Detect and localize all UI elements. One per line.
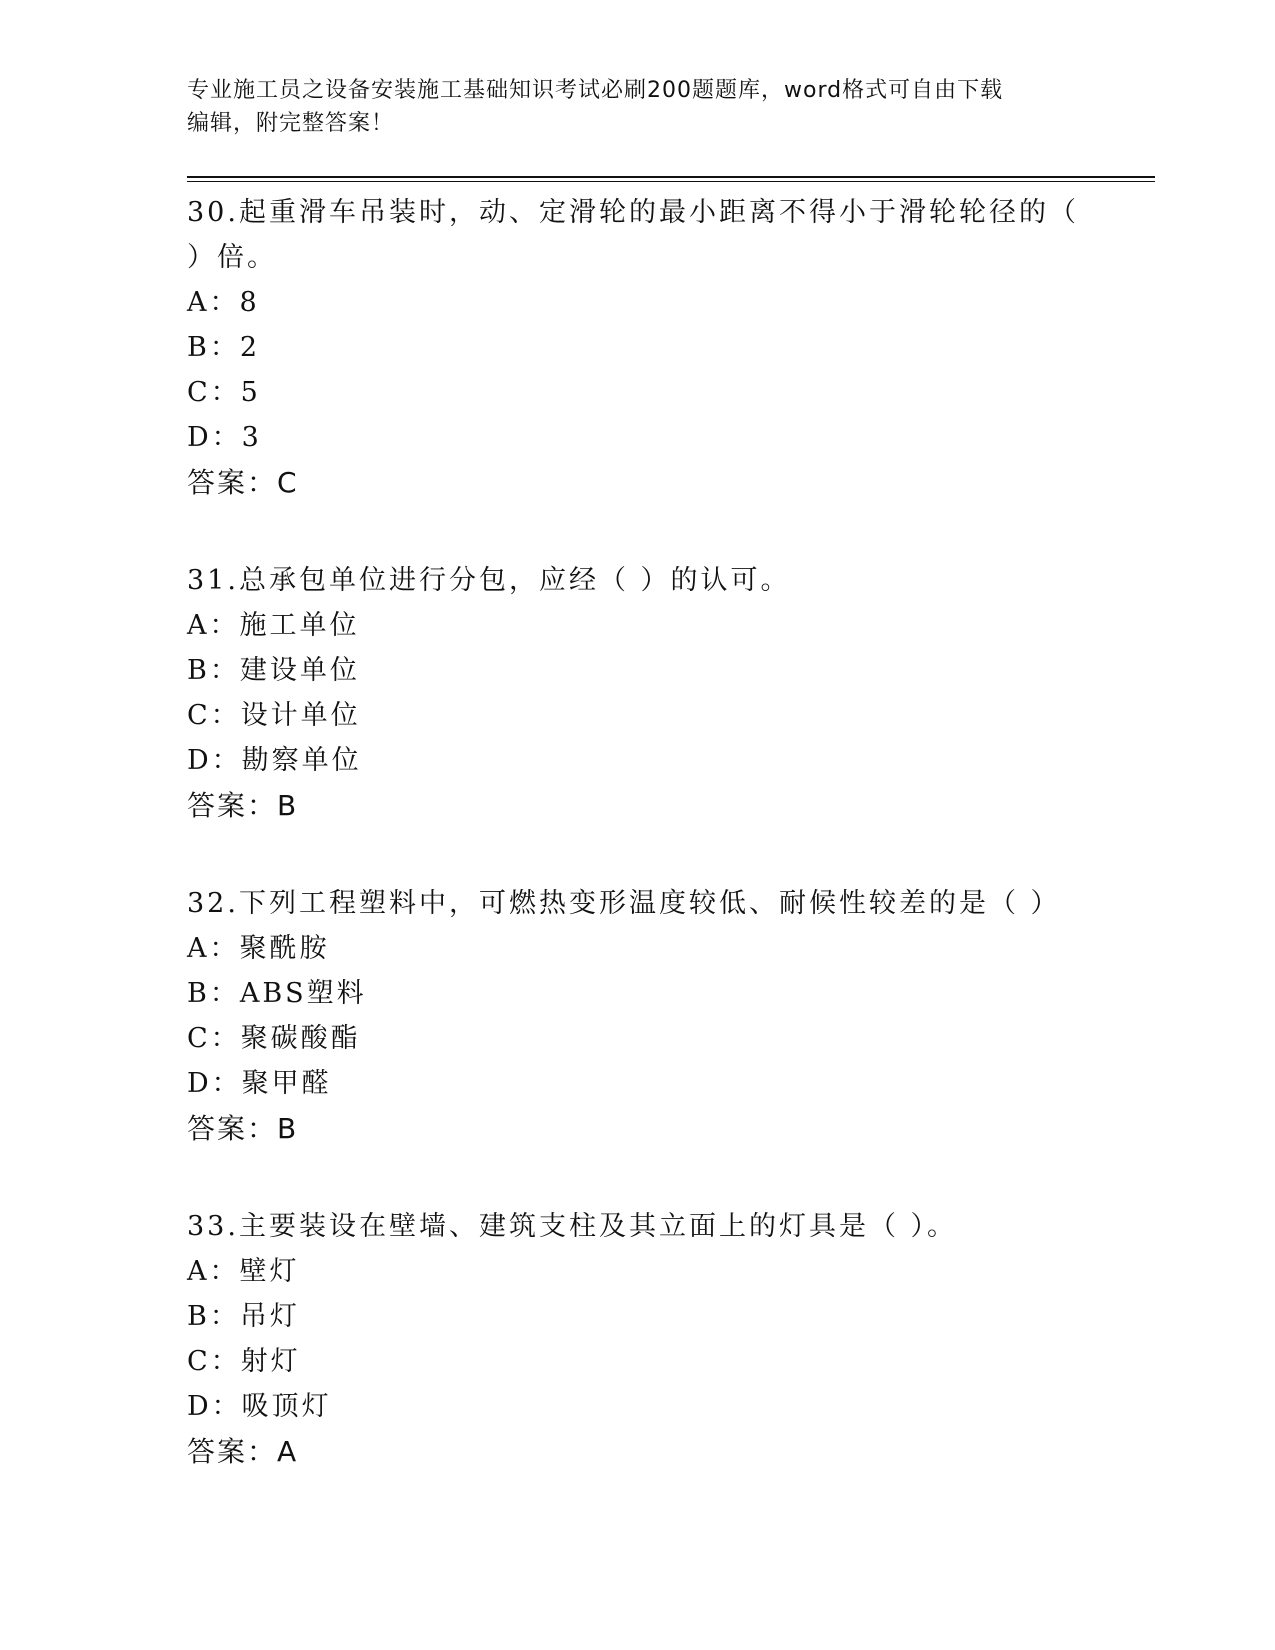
option-letter: D： [187, 1068, 242, 1099]
option-text: 3 [241, 422, 262, 453]
option-text: 壁灯 [239, 1256, 300, 1287]
option-letter: C： [187, 700, 241, 731]
option-letter: B： [187, 332, 240, 363]
option-b [187, 1294, 1087, 1339]
document-header [187, 74, 1077, 140]
option-letter: D： [187, 422, 242, 453]
option-text: 聚甲醛 [241, 1068, 332, 1099]
header-divider-thick [187, 176, 1155, 178]
header-title-line-1: 专业施工员之设备安装施工基础知识考试必刷200题题库，word格式可自由下载 [187, 78, 1004, 103]
question-text [187, 1204, 1087, 1249]
option-b [187, 648, 1087, 693]
option-text: 5 [240, 377, 261, 408]
option-text: ABS塑料 [239, 978, 367, 1009]
option-a [187, 280, 1087, 325]
option-text: 吸顶灯 [241, 1391, 332, 1422]
question-text [187, 558, 1087, 603]
option-letter: C： [187, 377, 241, 408]
question-31 [187, 558, 1087, 829]
question-text-line-1: 30.起重滑车吊装时，动、定滑轮的最小距离不得小于滑轮轮径的（ [187, 197, 1079, 228]
option-letter: A： [187, 287, 240, 318]
option-c [187, 370, 1087, 415]
option-letter: C： [187, 1346, 241, 1377]
option-c [187, 1016, 1087, 1061]
option-letter: A： [187, 610, 240, 641]
option-letter: B： [187, 655, 240, 686]
option-letter: C： [187, 1023, 241, 1054]
option-text: 建设单位 [239, 655, 360, 686]
answer-text: 答案：B [187, 1112, 299, 1145]
option-d [187, 415, 1087, 460]
question-30 [187, 190, 1087, 506]
option-b [187, 325, 1087, 370]
header-title-line-2: 编辑，附完整答案！ [187, 111, 395, 136]
question-text-line-1: 33.主要装设在壁墙、建筑支柱及其立面上的灯具是（ ）。 [187, 1211, 958, 1242]
question-list [187, 190, 1087, 1527]
option-letter: B： [187, 978, 240, 1009]
option-b [187, 971, 1087, 1016]
option-text: 聚酰胺 [239, 933, 330, 964]
header-divider-thin [187, 181, 1155, 182]
option-text: 射灯 [240, 1346, 301, 1377]
option-c [187, 693, 1087, 738]
option-text: 聚碳酸酯 [240, 1023, 361, 1054]
answer-text: 答案：C [187, 466, 299, 499]
option-d [187, 1061, 1087, 1106]
option-a [187, 1249, 1087, 1294]
question-text [187, 190, 1087, 280]
question-33 [187, 1204, 1087, 1475]
option-letter: B： [187, 1301, 240, 1332]
option-a [187, 926, 1087, 971]
option-a [187, 603, 1087, 648]
question-text [187, 881, 1087, 926]
option-letter: A： [187, 1256, 240, 1287]
option-letter: A： [187, 933, 240, 964]
option-text: 设计单位 [240, 700, 361, 731]
option-text: 2 [239, 332, 261, 363]
question-32 [187, 881, 1087, 1152]
option-d [187, 1384, 1087, 1429]
option-d [187, 738, 1087, 783]
question-text-line-2: ）倍。 [187, 242, 277, 273]
answer-text: 答案：B [187, 789, 299, 822]
option-letter: D： [187, 1391, 242, 1422]
option-text: 施工单位 [239, 610, 360, 641]
option-text: 吊灯 [239, 1301, 300, 1332]
option-text: 8 [239, 287, 260, 318]
answer-text: 答案：A [187, 1435, 299, 1468]
question-text-line-1: 32.下列工程塑料中，可燃热变形温度较低、耐候性较差的是（ ） [187, 888, 1061, 919]
option-letter: D： [187, 745, 242, 776]
question-text-line-1: 31.总承包单位进行分包，应经（ ）的认可。 [187, 565, 791, 596]
option-text: 勘察单位 [241, 745, 362, 776]
option-c [187, 1339, 1087, 1384]
